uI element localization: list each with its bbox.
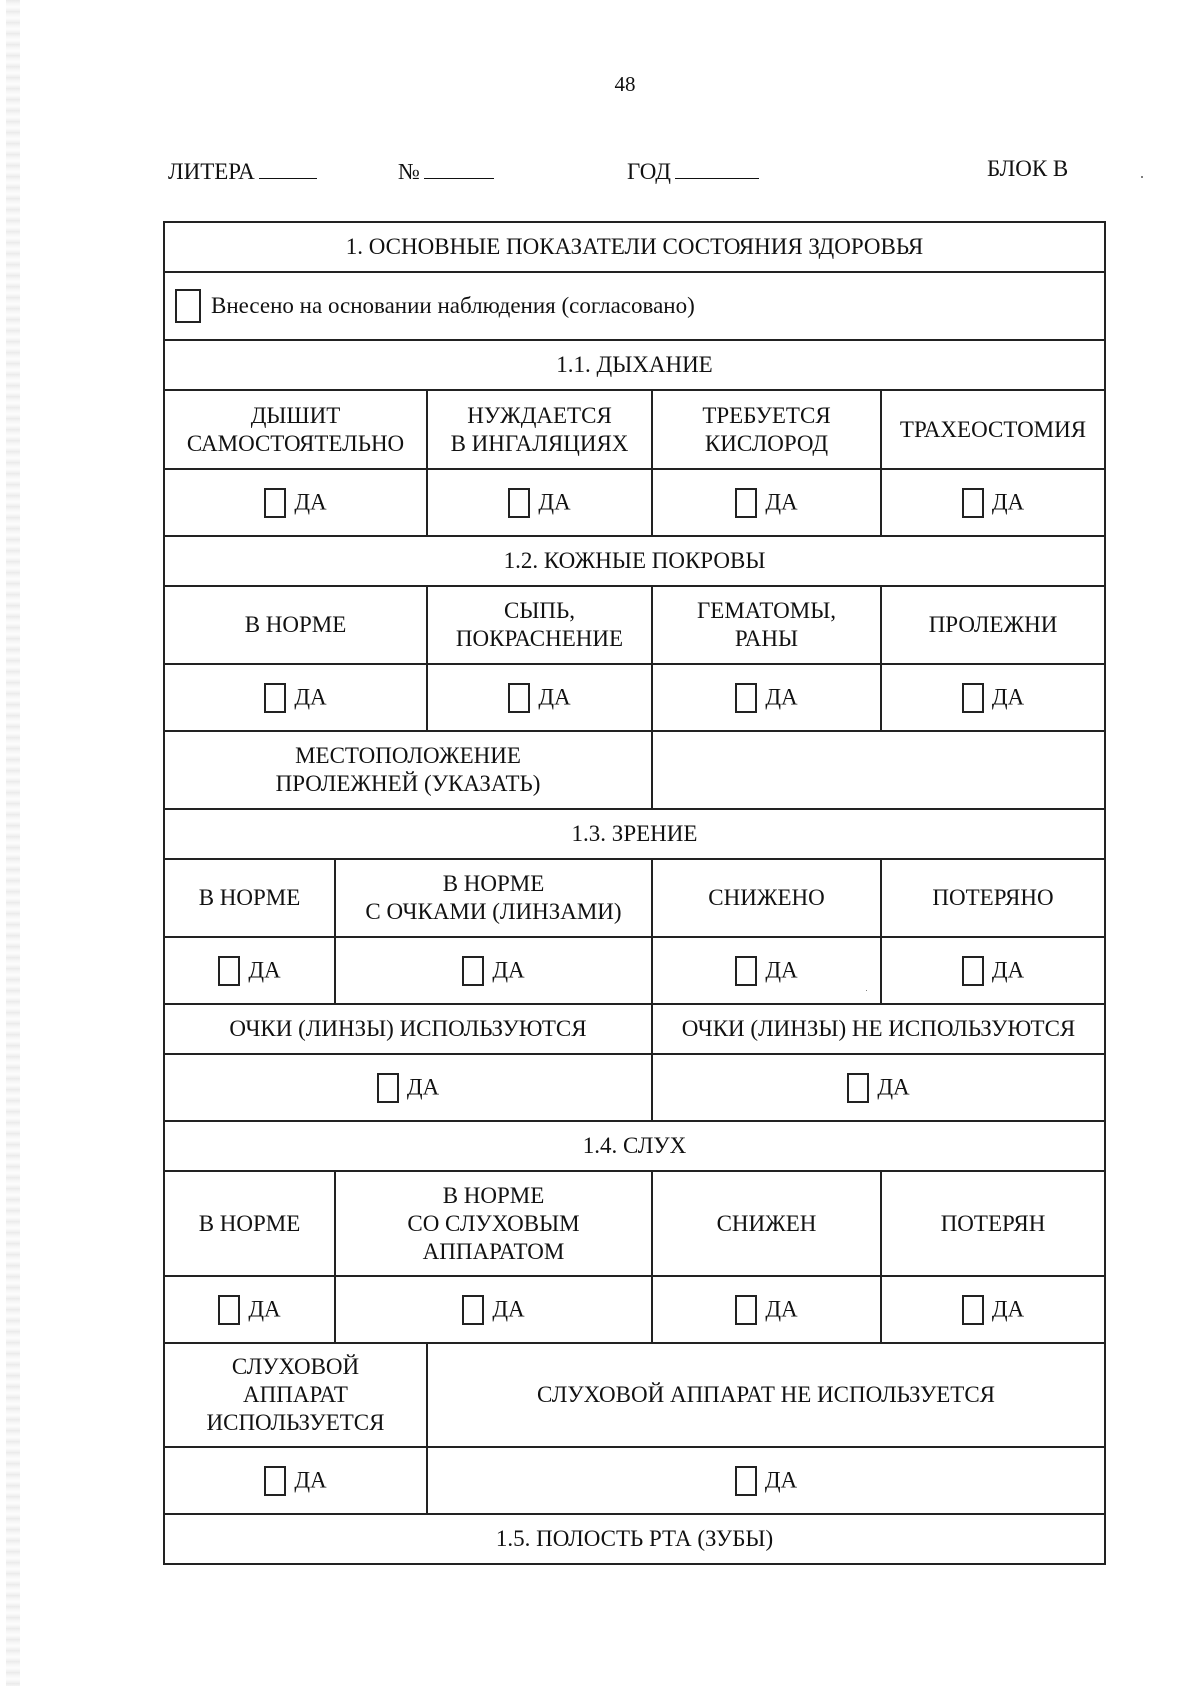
yes-cell [335,1276,652,1343]
health-indicators-table [163,221,1106,1565]
breathing-option-label: НУЖДАЕТСЯ В ИНГАЛЯЦИЯХ [427,390,652,469]
breathing-option-label: ДЫШИТ САМОСТОЯТЕЛЬНО [164,390,427,469]
yes-cell [881,1276,1105,1343]
form-header [0,156,1200,186]
yes-cell [164,1054,652,1121]
year-input[interactable] [675,156,759,179]
hearing-aid-not-used-label: СЛУХОВОЙ АППАРАТ НЕ ИСПОЛЬЗУЕТСЯ [427,1343,1105,1447]
yes-label: ДА [991,684,1025,710]
breathing-option-label: ТРЕБУЕТСЯ КИСЛОРОД [652,390,881,469]
table-row [164,536,1105,586]
yes-checkbox[interactable] [218,956,240,986]
table-row [164,469,1105,536]
skin-option-label: СЫПЬ, ПОКРАСНЕНИЕ [427,586,652,664]
yes-checkbox[interactable] [735,683,757,713]
yes-cell [652,1276,881,1343]
yes-checkbox[interactable] [508,488,530,518]
yes-label: ДА [765,684,798,710]
glasses-used-label: ОЧКИ (ЛИНЗЫ) ИСПОЛЬЗУЮТСЯ [164,1004,652,1054]
yes-label: ДА [765,957,798,983]
yes-label: ДА [764,1467,798,1493]
year-label: ГОД [627,159,671,184]
yes-checkbox[interactable] [264,683,286,713]
hearing-option-label: В НОРМЕ СО СЛУХОВЫМ АППАРАТОМ [335,1171,652,1276]
table-row [164,731,1105,809]
yes-cell [164,664,427,731]
table-row [164,809,1105,859]
yes-checkbox[interactable] [735,1466,757,1496]
yes-checkbox[interactable] [377,1073,399,1103]
hearing-option-label: В НОРМЕ [164,1171,335,1276]
yes-checkbox[interactable] [962,1295,984,1325]
yes-cell [164,1447,427,1514]
table-row [164,1343,1105,1447]
yes-label: ДА [991,1296,1025,1322]
block-label: БЛОК В [987,156,1069,181]
yes-cell [652,469,881,536]
table-row [164,1004,1105,1054]
yes-cell [164,1276,335,1343]
yes-checkbox[interactable] [218,1295,240,1325]
breathing-title: 1.1. ДЫХАНИЕ [164,340,1105,390]
yes-cell [427,469,652,536]
table-row [164,664,1105,731]
oral-cavity-title: 1.5. ПОЛОСТЬ РТА (ЗУБЫ) [164,1514,1105,1564]
glasses-not-used-label: ОЧКИ (ЛИНЗЫ) НЕ ИСПОЛЬЗУЮТСЯ [652,1004,1105,1054]
yes-checkbox[interactable] [264,488,286,518]
yes-cell [881,469,1105,536]
yes-label: ДА [294,684,327,710]
observation-checkbox[interactable] [175,289,201,323]
skin-title: 1.2. КОЖНЫЕ ПОКРОВЫ [164,536,1105,586]
breathing-option-label: ТРАХЕОСТОМИЯ [881,390,1105,469]
table-row [164,1447,1105,1514]
yes-checkbox[interactable] [847,1073,869,1103]
observation-note-label: Внесено на основании наблюдения (согласовано) [211,293,695,318]
bedsore-location-label: МЕСТОПОЛОЖЕНИЕ ПРОЛЕЖНЕЙ (УКАЗАТЬ) [164,731,652,809]
vision-option-label: СНИЖЕНО [652,859,881,937]
table-row [164,1171,1105,1276]
yes-label: ДА [991,957,1025,983]
hearing-aid-used-label: СЛУХОВОЙ АППАРАТ ИСПОЛЬЗУЕТСЯ [164,1343,427,1447]
litera-field [168,156,317,185]
yes-checkbox[interactable] [962,488,984,518]
table-row [164,859,1105,937]
skin-option-label: ГЕМАТОМЫ, РАНЫ [652,586,881,664]
yes-cell [652,1054,1105,1121]
yes-label: ДА [538,684,571,710]
table-row [164,1514,1105,1564]
table-row [164,340,1105,390]
hearing-option-label: СНИЖЕН [652,1171,881,1276]
vision-option-label: ПОТЕРЯНО [881,859,1105,937]
yes-label: ДА [248,1296,281,1322]
table-row [164,1121,1105,1171]
yes-label: ДА [406,1074,440,1100]
litera-label: ЛИТЕРА [168,159,255,184]
yes-cell [652,664,881,731]
number-label: № [398,159,420,184]
yes-cell [881,664,1105,731]
yes-cell [164,937,335,1004]
yes-cell [335,937,652,1004]
table-row [164,222,1105,272]
table-row [164,586,1105,664]
yes-label: ДА [294,489,327,515]
yes-label: ДА [538,489,571,515]
litera-input[interactable] [259,156,317,179]
yes-cell [881,937,1105,1004]
number-field [398,156,494,185]
yes-cell [427,1447,1105,1514]
yes-checkbox[interactable] [462,956,484,986]
table-row [164,390,1105,469]
yes-label: ДА [294,1467,327,1493]
skin-option-label: В НОРМЕ [164,586,427,664]
bedsore-location-field[interactable] [652,731,1105,809]
skin-option-label: ПРОЛЕЖНИ [881,586,1105,664]
yes-cell [164,469,427,536]
yes-label: ДА [991,489,1025,515]
table-row [164,272,1105,340]
hearing-option-label: ПОТЕРЯН [881,1171,1105,1276]
yes-cell [427,664,652,731]
vision-option-label: В НОРМЕ [164,859,335,937]
yes-label: ДА [248,957,281,983]
yes-checkbox[interactable] [462,1295,484,1325]
yes-label: ДА [765,1296,798,1322]
section-title: 1. ОСНОВНЫЕ ПОКАЗАТЕЛИ СОСТОЯНИЯ ЗДОРОВЬЯ [164,222,1105,272]
number-input[interactable] [424,156,494,179]
table-row [164,1276,1105,1343]
yes-label: ДА [492,957,525,983]
yes-cell [652,937,881,1004]
yes-label: ДА [765,489,798,515]
yes-label: ДА [877,1074,910,1100]
page-number: 48 [614,72,636,96]
yes-checkbox[interactable] [508,683,530,713]
vision-title: 1.3. ЗРЕНИЕ [164,809,1105,859]
yes-checkbox[interactable] [264,1466,286,1496]
yes-checkbox[interactable] [962,956,984,986]
year-field [627,156,759,185]
yes-checkbox[interactable] [735,1295,757,1325]
yes-label: ДА [492,1296,525,1322]
vision-option-label: В НОРМЕ С ОЧКАМИ (ЛИНЗАМИ) [335,859,652,937]
yes-checkbox[interactable] [962,683,984,713]
table-row [164,1054,1105,1121]
observation-note [164,272,1105,340]
hearing-title: 1.4. СЛУХ [164,1121,1105,1171]
yes-checkbox[interactable] [735,956,757,986]
table-row [164,937,1105,1004]
scan-edge-shadow [6,0,20,1686]
yes-checkbox[interactable] [735,488,757,518]
